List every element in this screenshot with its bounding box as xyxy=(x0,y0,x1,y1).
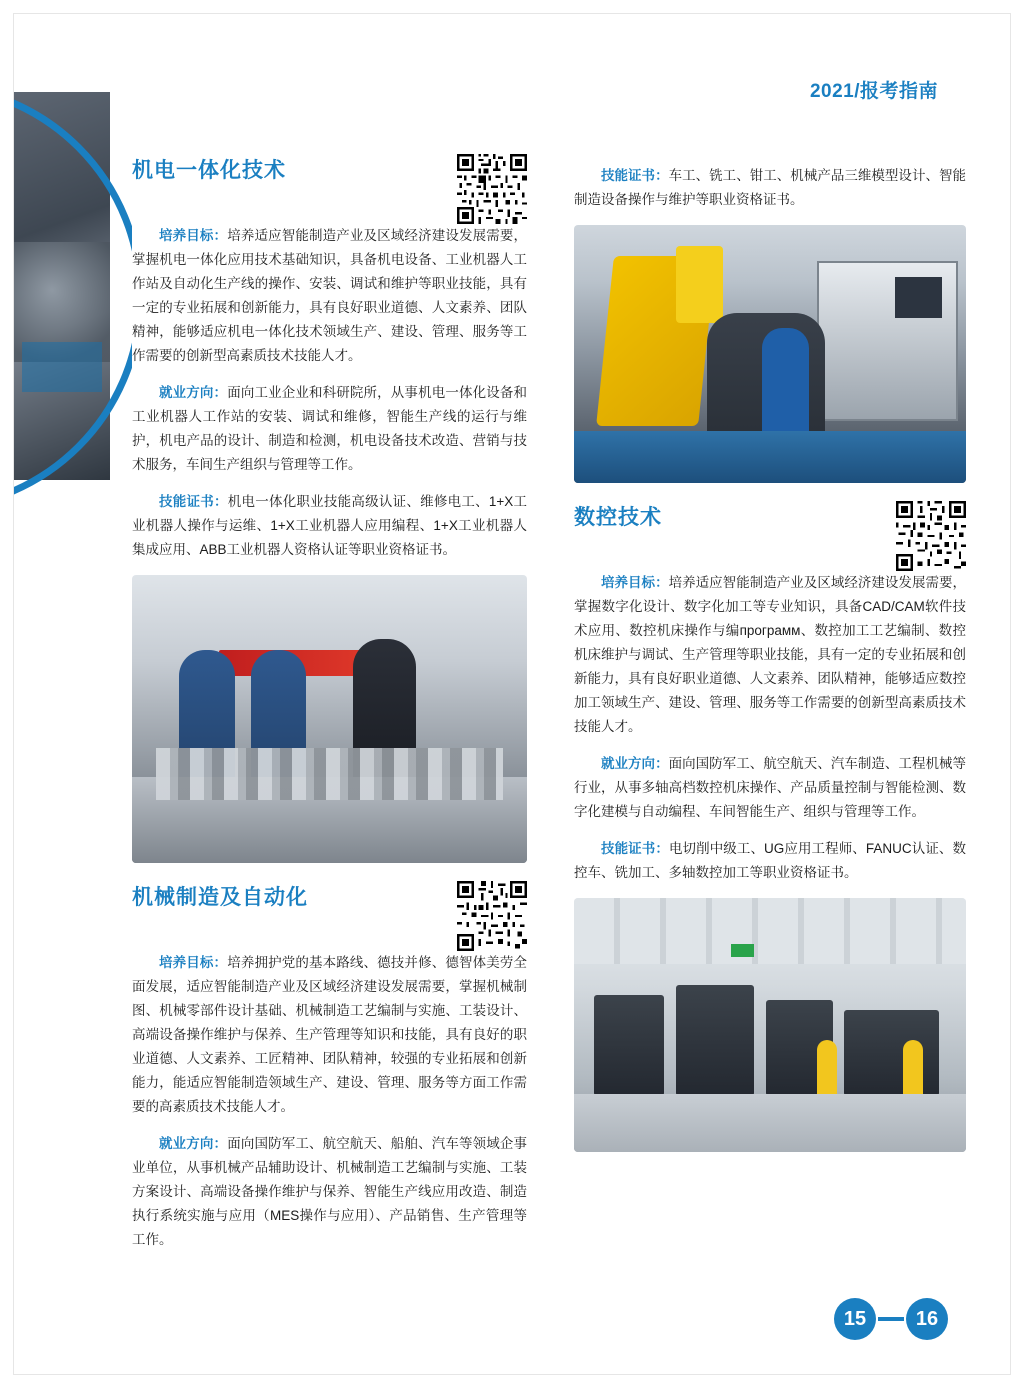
photo-robot-arm-cnc xyxy=(574,225,966,483)
label-goal: 培养目标： xyxy=(159,228,228,243)
photo-worker-2 xyxy=(903,1040,923,1096)
page-number-right: 16 xyxy=(906,1298,948,1340)
decorative-arc xyxy=(14,92,132,522)
paragraph-certificates-cnc xyxy=(574,837,966,885)
photo-workshop-floor xyxy=(574,1094,966,1152)
paragraph-certificates-mechatronics xyxy=(132,490,527,562)
left-column xyxy=(132,154,527,1265)
section-title-cnc: 数控技术 xyxy=(574,506,662,530)
label-certificates: 技能证书： xyxy=(601,168,669,183)
label-goal: 培养目标： xyxy=(159,955,228,971)
photo-equipment xyxy=(156,748,504,800)
photo-exit-sign xyxy=(731,944,755,957)
label-employment: 就业方向： xyxy=(159,1136,228,1152)
section-title-manufacturing: 机械制造及自动化 xyxy=(132,886,308,910)
qr-code-cnc[interactable] xyxy=(896,501,966,571)
photo-cnc-screen xyxy=(895,277,942,318)
section-manufacturing-header xyxy=(132,881,527,951)
label-goal: 培养目标： xyxy=(601,575,669,591)
qr-code-mechatronics[interactable] xyxy=(457,154,527,224)
photo-machine-1 xyxy=(594,995,665,1097)
text-employment: 面向国防军工、航空航天、船舶、汽车等领域企事业单位，从事机械产品辅助设计、机械制造工艺编制与实施、工装方案设计、高端设备操作维护与保养、智能生产线应用改造、制造执行系统实施与应用（MES操作与应用）、产品销售、生产管理等工作。 xyxy=(132,1136,528,1248)
text-certificates: 车工、铣工、钳工、机械产品三维模型设计、智能制造设备操作与维护等职业资格证书。 xyxy=(574,168,967,208)
paragraph-certificates-manufacturing xyxy=(574,164,966,212)
text-goal: 培养适应智能制造产业及区域经济建设发展需要，掌握机电一体化应用技术基础知识，具备机电设备、工业机器人工作站及自动化生产线的操作、安装、调试和维护等职业技能，具有一定的专业拓展和创新能力，具有良好职业道德、人文素养、团队精神，能够适应机电一体化技术领域生产、建设、管理、服务等工作需要的创新型高素质技术技能人才。 xyxy=(132,228,528,364)
section-cnc-header xyxy=(574,501,966,571)
photo-machine-4 xyxy=(844,1010,938,1096)
text-goal: 培养拥护党的基本路线、德技并修、德智体美劳全面发展，适应智能制造产业及区域经济建设发展需要，掌握机械制图、机械零部件设计基础、机械制造工艺编制与实施、工装设计、高端设备操作维护与保养、生产管理等知识和技能，具有良好的职业道德、人文素养、工匠精神、团队精神，较强的专业拓展和创新能力，能适应智能制造领域生产、建设、管理、服务等方面工作需要的高素质技术技能人才。 xyxy=(132,955,528,1115)
page-header-title: 2021/报考指南 xyxy=(809,81,938,102)
section-title-mechatronics: 机电一体化技术 xyxy=(132,159,286,182)
photo-floor xyxy=(574,431,966,483)
label-certificates: 技能证书： xyxy=(159,494,228,510)
text-employment: 面向国防军工、航空航天、汽车制造、工程机械等行业，从事多轴高档数控机床操作、产品质量控制与智能检测、数字化建模与自动编程、车间智能生产、组织与管理等工作。 xyxy=(574,756,967,820)
label-employment: 就业方向： xyxy=(159,385,228,401)
right-column xyxy=(574,164,966,1170)
qr-code-manufacturing[interactable] xyxy=(457,881,527,951)
page-number-dash xyxy=(878,1317,904,1321)
text-certificates: 电切削中级工、UG应用工程师、FANUC认证、数控车、铣加工、多轴数控加工等职业资格证书。 xyxy=(574,841,966,881)
text-goal: 培养适应智能制造产业及区域经济建设发展需要，掌握数字化设计、数字化加工等专业知识，具备CAD/CAM软件技术应用、数控机床操作与编программ、数控加工工艺编制、数控机床维护与调试、生产管理等职业技能，具有一定的专业拓展和创新能力，具有良好职业道德、人文素养、团队精神，能够适应数控加工领域生产、建设、管理、服务等工作需要的创新型高素质技术技能人才。 xyxy=(574,575,967,735)
photo-cnc-workshop xyxy=(574,898,966,1152)
page-number-left: 15 xyxy=(834,1298,876,1340)
photo-worker-1 xyxy=(817,1040,837,1096)
page-number-group xyxy=(834,1298,948,1340)
text-certificates: 机电一体化职业技能高级认证、维修电工、1+X工业机器人操作与运维、1+X工业机器人应用编程、1+X工业机器人集成应用、ABB工业机器人资格认证等职业资格证书。 xyxy=(132,494,527,558)
page xyxy=(14,14,1010,1374)
arc-ring xyxy=(14,92,132,512)
paragraph-goal-manufacturing xyxy=(132,951,527,1119)
paragraph-goal-cnc xyxy=(574,571,966,739)
photo-robot-arm-joint xyxy=(676,246,723,323)
photo-machine-2 xyxy=(676,985,754,1097)
paragraph-employment-manufacturing xyxy=(132,1132,527,1252)
paragraph-employment-cnc xyxy=(574,752,966,824)
paragraph-goal-mechatronics xyxy=(132,224,527,368)
photo-students-lab xyxy=(132,575,527,863)
label-certificates: 技能证书： xyxy=(601,841,669,857)
photo-ceiling xyxy=(574,898,966,964)
label-employment: 就业方向： xyxy=(601,756,669,772)
paragraph-employment-mechatronics xyxy=(132,381,527,477)
photo-person-blue xyxy=(762,328,809,436)
text-employment: 面向工业企业和科研院所，从事机电一体化设备和工业机器人工作站的安装、调试和维修，智能生产线的运行与维护，机电产品的设计、制造和检测，机电设备技术改造、营销与技术服务，车间生产组织与管理等工作。 xyxy=(132,385,528,473)
section-mechatronics-header xyxy=(132,154,527,224)
